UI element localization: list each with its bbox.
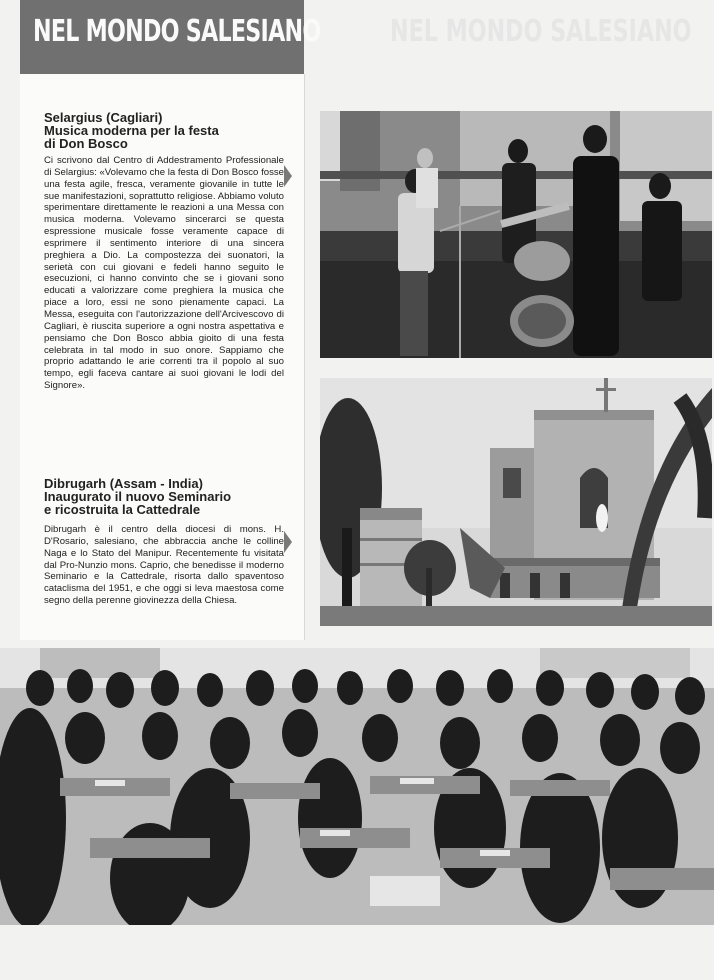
article1-heading-line: Musica moderna per la festa <box>44 123 219 138</box>
section-title: NEL MONDO SALESIANO <box>33 14 321 49</box>
article2-heading-line: Inaugurato il nuovo Seminario <box>44 489 232 504</box>
section-title-bleed: NEL MONDO SALESIANO <box>390 14 692 49</box>
article1-arrow-marker <box>284 165 292 187</box>
article2-heading-line: Dibrugarh (Assam - India) <box>44 476 203 491</box>
article1-heading-line: di Don Bosco <box>44 136 128 151</box>
article1-body: Ci scrivono dal Centro di Addestramento Professionale di Selargius: «Volevamo che la festa di Don Bosco fosse una festa agile, fresca, veramente giovanile in tutte le sue manifestazioni, soprattutto religiose. Abbiamo voluto sperimentare direttamente le reazioni a una Messa con musica moderna. Volevamo sincerarci se questa espressione musicale fosse veramente capace di esprimere il sentimento interiore di una sincera preghiera a Dio. La compostezza dei suonatori, la serietà con cui giovani e fedeli hanno seguito le esecuzioni, ci hanno convinto che se i giovani sono educati a valorizzare come preghiera la musica che piace a loro, essi ne sono pienamente capaci. La Messa, eseguita con l'autorizzazione dell'Arcivescovo di Cagliari, è riuscita superiore a ogni nostra aspettativa e pensiamo che Don Bosco abbia gioito di una festa celebrata in tal modo in suo onore. Sappiamo che proprio adattando le arie correnti tra il popolo al suo tempo, egli faceva cantare ai suoi giovani le lodi del Signore». <box>44 155 284 392</box>
photo-band-musicians <box>320 111 712 358</box>
article2-heading-line: e ricostruita la Cattedrale <box>44 502 201 517</box>
article1-heading-line: Selargius (Cagliari) <box>44 110 163 125</box>
photo-seminary-classroom <box>0 648 714 925</box>
article2-body: Dibrugarh è il centro della diocesi di mons. H. D'Rosario, salesiano, che abbraccia anche le colline Naga e lo Stato del Manipur. Recentemente fu visitata dal Pro-Nunzio mons. Caprio, che benedisse il moderno Seminario e la Cattedrale, risorta dallo spaventoso cataclisma del 1951, e che oggi si leva maestosa come segno della perenne giovinezza della Chiesa. <box>44 524 284 607</box>
article2-arrow-marker <box>284 531 292 553</box>
article1-heading <box>44 111 219 150</box>
photo-cathedral <box>320 378 712 626</box>
article2-heading <box>44 477 231 516</box>
page-bottom-margin <box>0 925 714 980</box>
